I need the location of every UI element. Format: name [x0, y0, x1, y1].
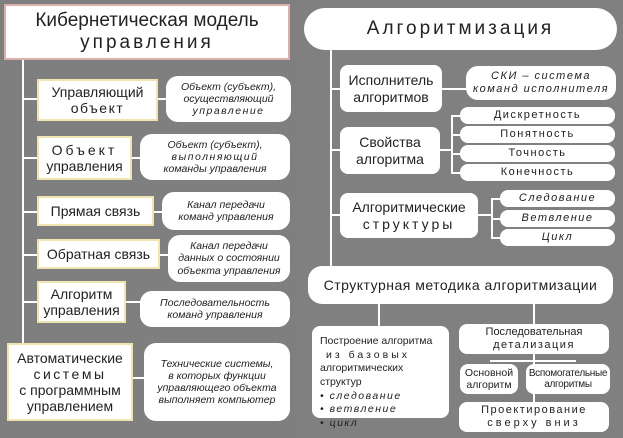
algorithmization-title [304, 8, 617, 50]
structures-box [340, 193, 478, 238]
property-item-text: Понятность [500, 128, 575, 141]
desc-controlled-object [140, 134, 290, 180]
property-item [460, 126, 615, 143]
desc-line: Технические системы, [160, 357, 274, 370]
building-item: • цикл [320, 416, 359, 429]
property-item [460, 145, 615, 162]
property-item-text: Дискретность [493, 109, 582, 122]
term-controlling-object [37, 79, 158, 121]
structure-item [500, 190, 615, 207]
property-item-text: Точность [508, 147, 567, 160]
term-direct-link [37, 196, 154, 226]
properties-label-line: алгоритма [356, 150, 424, 167]
aux-algorithms-line: Вспомогательные [528, 367, 608, 379]
desc-line: Канал передачи [190, 240, 268, 253]
structure-item-text: Ветвление [521, 212, 594, 225]
executor-desc [466, 66, 616, 100]
algorithmization-title-text: Алгоритмизация [366, 18, 555, 40]
term-line: Объект [51, 141, 118, 158]
left-branch-5 [22, 301, 38, 303]
building-line: из базовых [326, 348, 411, 361]
term-controlled-object [37, 136, 132, 180]
term-line: управления [43, 302, 120, 318]
desc-line: Канал передачи [187, 198, 265, 211]
building-box [312, 326, 449, 429]
aux-algorithms-line: алгоритмы [544, 379, 592, 390]
left-branch-1 [22, 98, 38, 100]
executor-label-line: Исполнитель [348, 72, 434, 89]
right-vertical-connector [330, 48, 332, 266]
top-down-line: Проектирование [481, 404, 587, 417]
structure-item-text: Следование [518, 192, 597, 205]
properties-vertical [451, 115, 453, 173]
desc-line: выполняет компьютер [158, 394, 276, 407]
building-line: алгоритмических структур [320, 362, 404, 388]
desc-line: управление [192, 105, 265, 118]
term-automatic-systems [7, 343, 133, 421]
refinement-box [459, 324, 609, 354]
structured-method-box [308, 266, 613, 304]
building-item: • ветвление [320, 403, 398, 416]
term-line: Управляющий [51, 83, 144, 100]
desc-line: Объект (субъект), [180, 80, 277, 93]
structures-link [478, 214, 492, 216]
main-algorithm-line: Основной [464, 366, 514, 379]
desc-line: команды управления [163, 163, 267, 176]
desc-feedback-link [168, 235, 290, 282]
properties-label-line: Свойства [359, 134, 421, 151]
cybernetic-title-line2: управления [80, 32, 214, 53]
term-feedback-link [37, 239, 160, 269]
term-line: управления [46, 158, 123, 174]
desc-line: Последовательность [160, 296, 270, 309]
main-algorithm-line: алгоритм [466, 379, 512, 391]
structure-item [500, 210, 615, 227]
desc-line: данных о состоянии [178, 252, 280, 265]
main-algorithm-box [460, 364, 518, 394]
cybernetic-title-line1: Кибернетическая модель [35, 10, 259, 32]
structure-item [500, 229, 615, 246]
refinement-horizontal [490, 360, 576, 362]
desc-controlling-object [166, 76, 291, 122]
desc-automatic-systems [144, 343, 290, 421]
left-branch-4 [22, 254, 38, 256]
executor-desc-line: СКИ – система [491, 70, 591, 83]
executor-desc-line: команд исполнителя [472, 83, 610, 95]
structure-item-text: Цикл [541, 231, 574, 244]
term-line: Автоматические [17, 349, 123, 366]
term-line: системы [33, 365, 107, 382]
property-item [460, 164, 615, 181]
executor-box [340, 65, 442, 112]
method-to-refinement [533, 302, 535, 324]
structures-label-line: структуры [362, 215, 456, 232]
desc-line: осуществляющий [183, 92, 274, 105]
refinement-line: Последовательная [485, 326, 583, 339]
properties-box [340, 127, 440, 174]
desc-line: в которых функции [168, 369, 266, 382]
desc-line: Объект (субъект), [167, 138, 263, 151]
top-down-box [459, 402, 609, 432]
term-line: Алгоритм [50, 285, 113, 302]
term-line: Обратная связь [46, 245, 151, 262]
refinement-line: детализация [493, 339, 575, 351]
aux-algorithms-box [526, 364, 610, 394]
structures-label-line: Алгоритмические [352, 199, 466, 216]
desc-control-algorithm [140, 291, 290, 327]
executor-label-line: алгоритмов [353, 88, 429, 105]
term-control-algorithm [37, 281, 126, 323]
term-line: управлением [26, 398, 114, 415]
term-line: Прямая связь [50, 202, 141, 219]
term-line: с программным [19, 382, 121, 398]
executor-link [442, 88, 466, 90]
desc-line: выполняющий [171, 150, 259, 163]
left-vertical-connector [22, 60, 24, 350]
desc-line: объекта управления [177, 264, 281, 277]
desc-direct-link [162, 192, 290, 230]
desc-line: управляющего объекта [157, 382, 277, 394]
cybernetic-model-title [4, 4, 290, 60]
term-line: объект [70, 100, 125, 116]
property-item [460, 107, 615, 124]
building-item: • следование [320, 389, 402, 402]
structured-method-title: Структурная методика алгоритмизации [323, 276, 598, 293]
building-line: Построение алгоритма [320, 335, 433, 347]
desc-line: команд управления [178, 211, 274, 223]
desc-line: команд управления [167, 309, 263, 321]
left-branch-3 [22, 211, 38, 213]
method-to-building [378, 302, 380, 326]
left-branch-2 [22, 157, 38, 159]
property-item-text: Конечность [500, 166, 575, 179]
top-down-line: сверху вниз [487, 417, 581, 429]
